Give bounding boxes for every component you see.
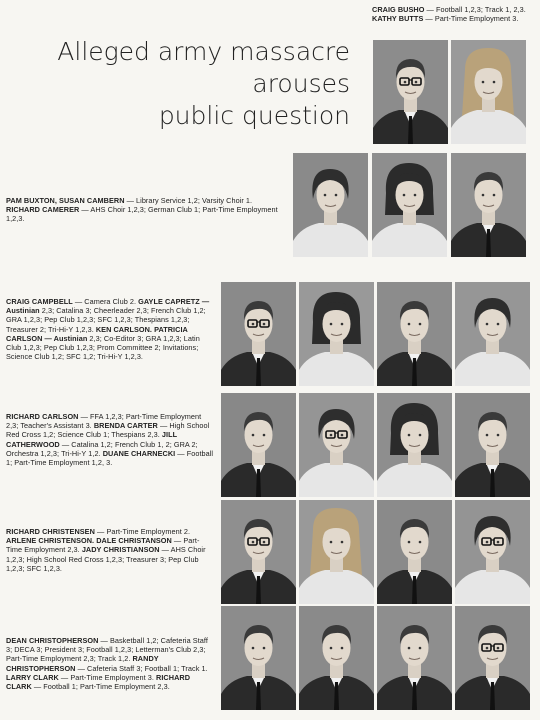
student-name: RICHARD CHRISTENSEN — [6, 527, 95, 536]
student-name: RANDY CHRISTOPHERSON — [6, 654, 159, 673]
activities-text: — Cafeteria Staff 3; Football 1; Track 1. — [75, 663, 208, 673]
student-name: DUANE CHARNECKI — [102, 448, 176, 458]
student-name: BRENDA CARTER — [93, 421, 158, 431]
portrait-photo — [299, 393, 374, 497]
caption-buxton-camerer — [6, 196, 284, 224]
headline-line-3: public question — [158, 101, 350, 130]
student-name: JADY CHRISTIANSON — [81, 545, 160, 555]
portrait-photo — [221, 500, 296, 604]
student-name: JILL CATHERWOOD — [6, 430, 177, 449]
student-name: RICHARD CAMERER — [6, 205, 80, 215]
portrait-photo — [299, 282, 374, 386]
caption-christensen-christianson — [6, 527, 214, 573]
portrait-photo — [377, 393, 452, 497]
activities-text: — Catalina 1,2; French Club 1, 2; GRA 2; Orchestra 1,2,3; Tri-Hi-Y 1,2. — [6, 439, 198, 458]
student-name: CRAIG BUSHO — [372, 5, 425, 14]
caption-carlson-charnecki — [6, 412, 214, 467]
caption-campbell-carlson — [6, 297, 214, 361]
page-headline — [50, 36, 350, 132]
portrait-photo — [299, 500, 374, 604]
student-name: RICHARD CARLSON — [6, 412, 79, 421]
caption-christopherson-clark — [6, 636, 214, 691]
activities-text: — Library Service 1,2; Varsity Choir 1. — [124, 196, 253, 205]
activities-text: — Camera Club 2. — [72, 297, 139, 306]
headline-line-1: Alleged army massacre — [57, 37, 350, 66]
portrait-photo — [221, 606, 296, 710]
student-name: ARLENE CHRISTENSON. DALE CHRISTANSON — [6, 536, 172, 546]
portrait-photo — [455, 606, 530, 710]
portrait-photo — [299, 606, 374, 710]
student-name: DEAN CHRISTOPHERSON — [6, 636, 99, 645]
student-name: PAM BUXTON, SUSAN CAMBERN — [6, 196, 125, 205]
activities-text: 2,3; Co-Editor 3; GRA 1,2,3; Latin Club 1,2,3; Pep Club 1,2,3; Prom Committee 2; Invitations; Science Club 1,2; SFC 1,2; Tri-Hi-Y 1,2,3. — [6, 333, 200, 362]
activities-text: — Part-Time Employment 2,3. — [6, 536, 200, 555]
portrait-photo — [373, 40, 448, 144]
portrait-photo — [377, 500, 452, 604]
portrait-photo — [455, 282, 530, 386]
activities-text: — AHS Choir 1,2,3; High School Red Cross 1,2,3; Treasurer 3; Pep Club 1,2,3; SFC 1,2,3. — [6, 545, 206, 573]
activities-text: — Part-Time Employment 3. — [423, 14, 519, 24]
activities-text: — Football 1; Part-Time Employment 1,2, 3. — [6, 448, 214, 468]
student-name: GAYLE CAPRETZ — Austinian — [6, 297, 210, 316]
portrait-photo — [377, 282, 452, 386]
activities-text: — Basketball 1,2; Cafeteria Staff 3; DECA 3; President 3; Football 1,2,3; Letterman's Club 2,3; Part-Time Employment 2,3; Track 1,2. — [6, 636, 208, 664]
activities-text: — Part-Time Employment 3. — [58, 672, 157, 682]
portrait-photo — [455, 500, 530, 604]
portrait-photo — [293, 153, 368, 257]
student-name: LARRY CLARK — [6, 672, 59, 682]
caption-busho-butts — [372, 5, 532, 23]
activities-text: — AHS Choir 1,2,3; German Club 1; Part-Time Employment 1,2,3. — [6, 205, 278, 224]
activities-text: — Football 1; Part-Time Employment 2,3. — [31, 682, 170, 692]
student-name: KATHY BUTTS — [372, 14, 424, 24]
portrait-photo — [372, 153, 447, 257]
activities-text: — FFA 1,2,3; Part-Time Employment 2,3; Teacher's Assistant 3. — [6, 412, 202, 431]
student-name: RICHARD CLARK — [6, 672, 191, 692]
student-name: KEN CARLSON. PATRICIA CARLSON — Austinian — [6, 324, 188, 343]
activities-text: 2,3; Catalina 3; Cheerleader 2,3; French Club 1,2; GRA 1,2,3; Pep Club 1,2,3; SFC 1,2,3; Thespians 1,2,3; Treasurer 2; Tri-Hi-Y 1,2,3. — [6, 306, 206, 334]
activities-text: — Football 1,2,3; Track 1, 2,3. — [424, 5, 526, 14]
portrait-photo — [451, 153, 526, 257]
portrait-photo — [451, 40, 526, 144]
activities-text: — Part-Time Employment 2. — [94, 527, 191, 536]
portrait-photo — [221, 282, 296, 386]
student-name: CRAIG CAMPBELL — [6, 297, 73, 306]
portrait-photo — [221, 393, 296, 497]
activities-text: — High School Red Cross 1,2; Science Club 1; Thespians 2,3. — [6, 421, 210, 440]
headline-line-2: arouses — [252, 69, 350, 98]
portrait-photo — [377, 606, 452, 710]
portrait-photo — [455, 393, 530, 497]
